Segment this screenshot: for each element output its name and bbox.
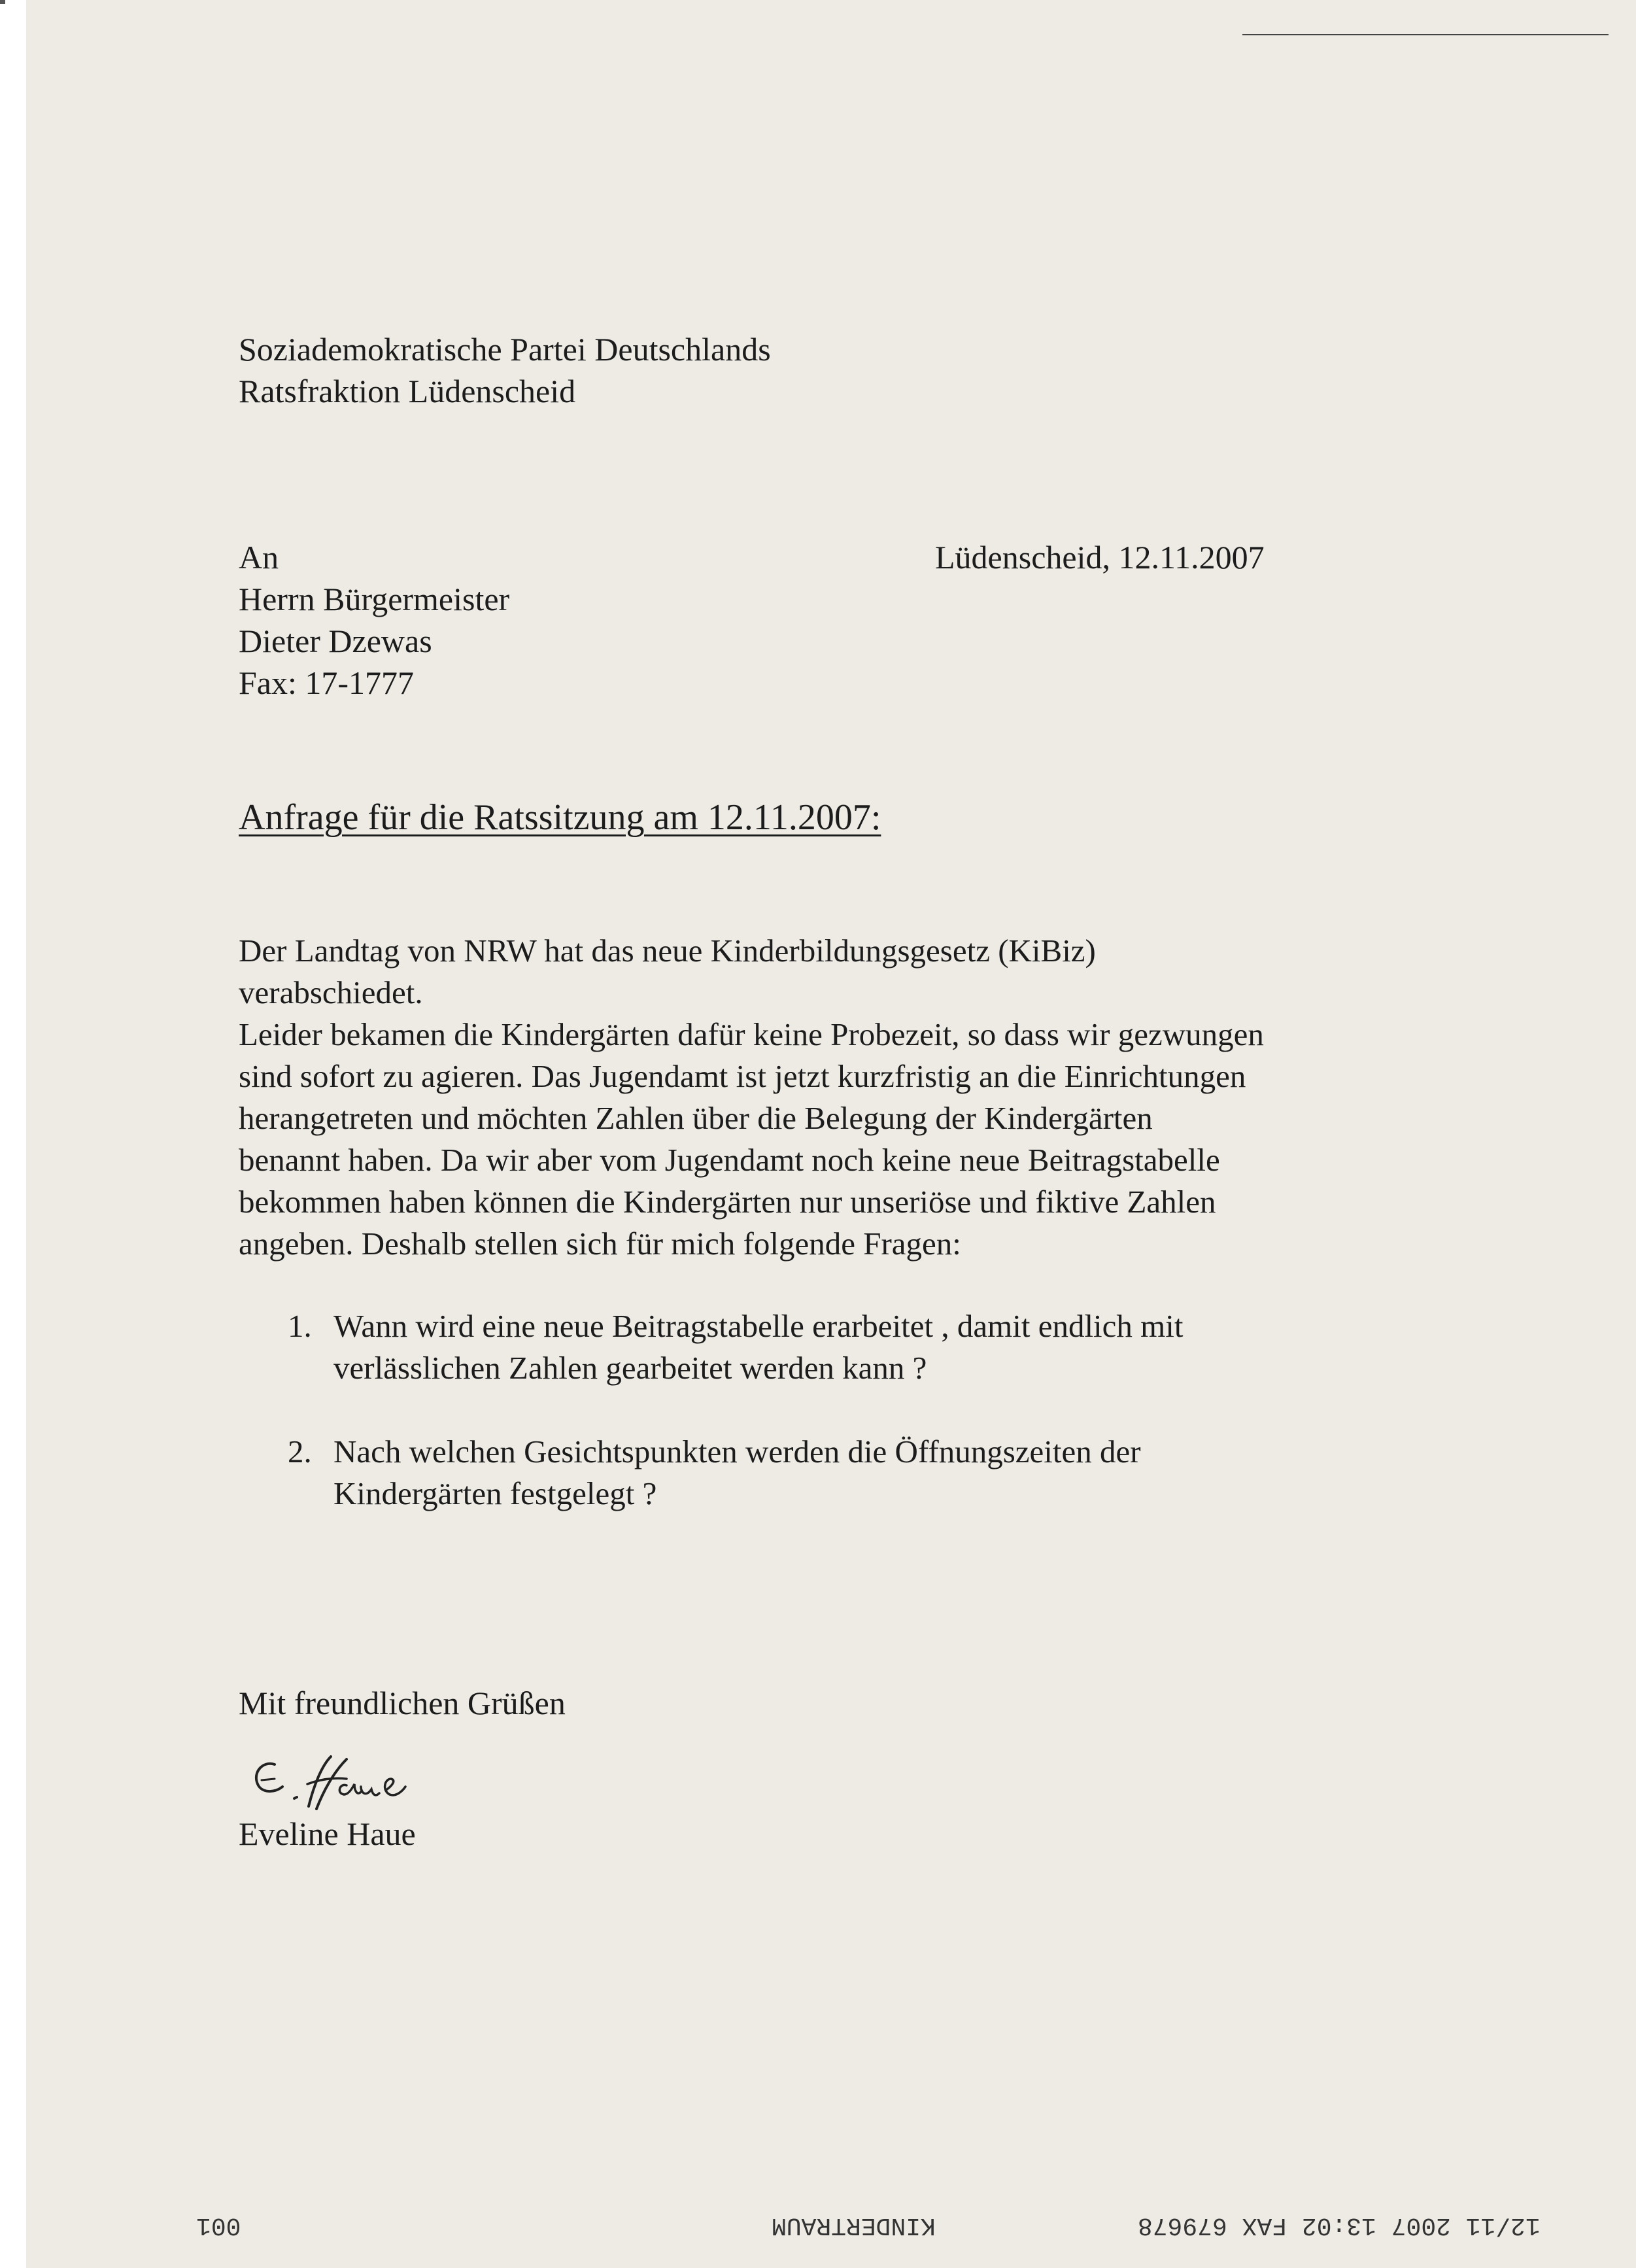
scan-margin — [0, 0, 26, 2268]
body-line: benannt haben. Da wir aber vom Jugendamt noch keine neue Beitragstabelle — [239, 1142, 1220, 1178]
body-line: Leider bekamen die Kindergärten dafür keine Probezeit, so dass wir gezwungen — [239, 1016, 1264, 1052]
question-text-line: Kindergärten festgelegt ? — [333, 1475, 657, 1511]
fax-sender-id: KINDERTRAUM — [772, 2211, 936, 2239]
recipient-fax: Fax: 17-1777 — [239, 664, 415, 701]
top-rule — [1242, 34, 1609, 35]
question-text-line: Nach welchen Gesichtspunkten werden die Öffnungszeiten der — [333, 1434, 1141, 1469]
body-line: sind sofort zu agieren. Das Jugendamt ist jetzt kurzfristig an die Einrichtungen — [239, 1058, 1246, 1094]
sender-party: Soziademokratische Partei Deutschlands — [239, 331, 771, 368]
closing-salutation: Mit freundlichen Grüßen — [239, 1685, 566, 1721]
question-text-line: Wann wird eine neue Beitragstabelle erarbeitet , damit endlich mit — [333, 1308, 1184, 1344]
recipient-name: Dieter Dzewas — [239, 623, 432, 659]
scan-mark — [0, 0, 5, 4]
body-line: bekommen haben können die Kindergärten nur unseriöse und fiktive Zahlen — [239, 1184, 1216, 1220]
body-line: Der Landtag von NRW hat das neue Kinderbildungsgesetz (KiBiz) — [239, 933, 1096, 969]
body-line: angeben. Deshalb stellen sich für mich folgende Fragen: — [239, 1226, 961, 1262]
fax-page-number: 001 — [196, 2211, 241, 2239]
handwritten-signature — [248, 1746, 445, 1818]
signature-name: Eveline Haue — [239, 1815, 416, 1852]
recipient-title: Herrn Bürgermeister — [239, 581, 510, 617]
question-number: 1. — [288, 1308, 312, 1344]
letter-body — [239, 930, 1429, 1265]
body-line: verabschiedet. — [239, 974, 423, 1010]
question-text-line: verlässlichen Zahlen gearbeitet werden kann ? — [333, 1350, 927, 1386]
fax-timestamp: 12/11 2007 13:02 FAX 679678 — [1138, 2211, 1541, 2239]
question-number: 2. — [288, 1434, 312, 1469]
recipient-to: An — [239, 539, 279, 576]
sender-faction: Ratsfraktion Lüdenscheid — [239, 373, 576, 409]
letter-subject: Anfrage für die Ratssitzung am 12.11.2007: — [239, 797, 881, 838]
letter-date: Lüdenscheid, 12.11.2007 — [935, 539, 1265, 576]
body-line: herangetreten und möchten Zahlen über die Belegung der Kindergärten — [239, 1100, 1153, 1136]
